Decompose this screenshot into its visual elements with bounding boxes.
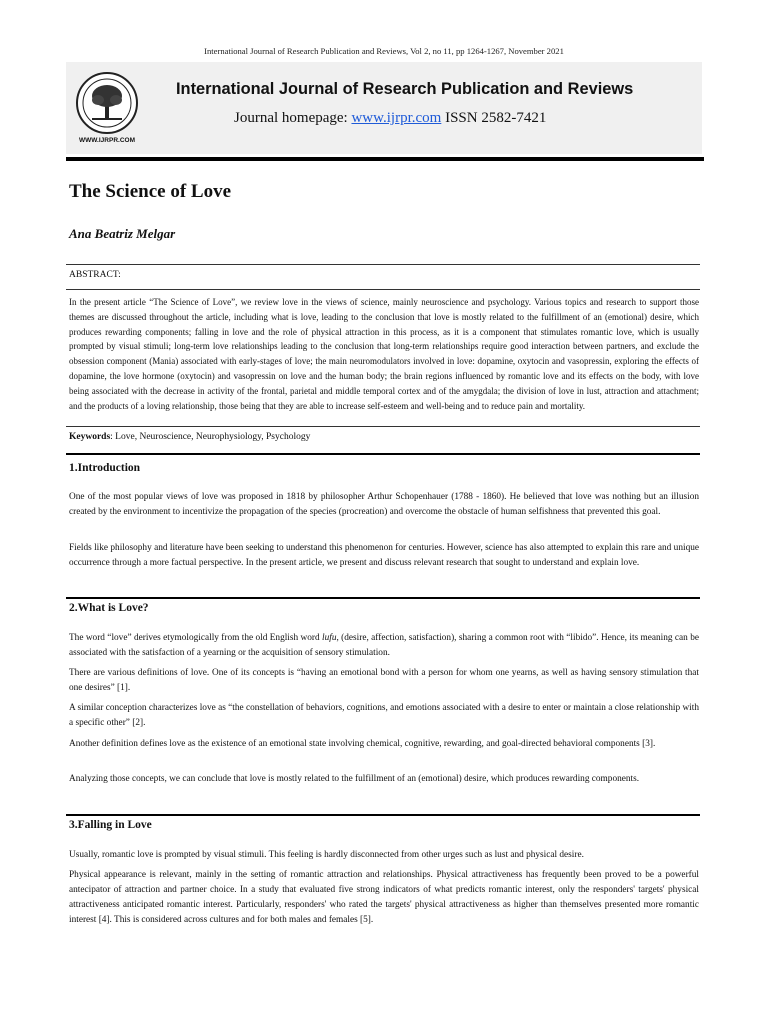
journal-title: International Journal of Research Publication and Reviews (176, 80, 634, 98)
citation-line: International Journal of Research Publication and Reviews, Vol 2, no 11, pp 1264-1267, November 2021 (204, 46, 564, 56)
intro-paragraph-2: Fields like philosophy and literature have been seeking to understand this phenomenon for centuries. However, science has also attempted to explain this rare and unique occurrence through a more factual perspective. In the present article, we present and discuss relevant research that sought to understand and explain love. (69, 543, 699, 568)
section-heading-falling-in-love: 3.Falling in Love (69, 819, 152, 831)
homepage-label: Journal homepage: (234, 110, 348, 126)
falling-paragraph-1: Usually, romantic love is prompted by visual stimuli. This feeling is hardly disconnected from other urges such as lust and physical desire. (69, 850, 584, 860)
issn: ISSN 2582-7421 (445, 110, 547, 126)
what-paragraph-4: Another definition defines love as the existence of an emotional state involving chemical, cognitive, rewarding, and goal-directed behavioral components [3]. (69, 739, 656, 749)
section-1-rule (66, 453, 700, 455)
section-3-rule (66, 814, 700, 816)
keywords-label: Keywords (69, 432, 111, 442)
section-2-rule (66, 597, 700, 599)
masthead (66, 62, 702, 154)
word-lufu: lufu (322, 633, 337, 643)
section-heading-what-is-love: 2.What is Love? (69, 602, 149, 614)
what-paragraph-5: Analyzing those concepts, we can conclude that love is mostly related to the fulfillment of an (emotional) desire, which produces rewarding components. (69, 774, 640, 784)
homepage-link[interactable]: www.ijrpr.com (351, 110, 442, 126)
abstract-text-rule (66, 289, 700, 290)
logo-url-text: WWW.IJRPR.COM (79, 137, 135, 144)
header-rule (66, 157, 704, 161)
journal-homepage (234, 110, 546, 127)
abstract-top-rule (66, 264, 700, 265)
keywords-line (69, 432, 310, 442)
tree-seal-icon (70, 70, 144, 136)
author-name: Ana Beatriz Melgar (69, 226, 176, 241)
paper-title: The Science of Love (69, 181, 232, 202)
section-heading-introduction: 1.Introduction (69, 462, 141, 474)
keywords-values: : Love, Neuroscience, Neurophysiology, Psychology (110, 432, 311, 442)
what-paragraph-1: The word “love” derives etymologically from the old English word lufu, (desire, affection, satisfaction), sharing a common root with “libido”. Hence, its meaning can be associated with the satisfaction of a yearning or the acquisition of sensory stimulation. (69, 633, 699, 658)
what-paragraph-3: A similar conception characterizes love as “the constellation of behaviors, cognitions, and emotions associated with a desire to enter or maintain a close relationship with a specific other” [2]. (69, 703, 699, 728)
what-paragraph-2: There are various definitions of love. One of its concepts is “having an emotional bond with a person for whom one yearns, as well as having sensory stimulation that one desires” [1]. (69, 668, 699, 693)
abstract-label: ABSTRACT: (69, 270, 121, 280)
keywords-rule (66, 426, 700, 427)
intro-paragraph-1: One of the most popular views of love was proposed in 1818 by philosopher Arthur Schopenhauer (1788 - 1860). He believed that love was nothing but an illusion created by the environment to incentivize the propagation of the species (procreation) and overcome the obstacle of human selfishness that prevented this goal. (69, 492, 699, 517)
abstract-text: In the present article “The Science of Love”, we review love in the views of science, mainly neuroscience and psychology. Various topics and research to support those themes are discussed throughout the article, including what is love, leading to the conclusion that love is mostly related to the fulfillment of an (emotional) desire, which produces rewarding components; falling in love and the role of physical attraction in this process, as it is a component that stimulates romantic love, which is usually prompted by visual stimuli; long-term love relationships leading to the conclusion that long-term relationships require good interaction between partners, and exclude the obsession component (Mania) associated with early-stages of love; the main neuromodulators involved in love: dopamine, oxytocin and vasopressin, exploring the effects of dopamine, the love hormone (oxytocin) and vasopressin on love and the human body; the brain regions influenced by romantic love and its effects on the body, with love being associated with the decrease in activity of the frontal, parietal and middle temporal cortex and of the amygdala; the division of love in lust, attraction and attachment; and the products of a loving relationship, those being that they are able to increase self-esteem and well-being and to reduce pain and mortality. (69, 297, 699, 411)
falling-paragraph-2: Physical appearance is relevant, mainly in the setting of romantic attraction and relationships. Physical attractiveness has frequently been proved to be a powerful antecipator of attraction and partner choice. In a study that evaluated five strong indicators of what predicts romantic interest, only the responders' targets' physical attractiveness anticipated romantic interest. Particularly, responders' who rated the targets' physical attractiveness as higher than themselves presented more romantic interest [4]. This is considered across cultures and for both males and females [5]. (69, 870, 699, 925)
